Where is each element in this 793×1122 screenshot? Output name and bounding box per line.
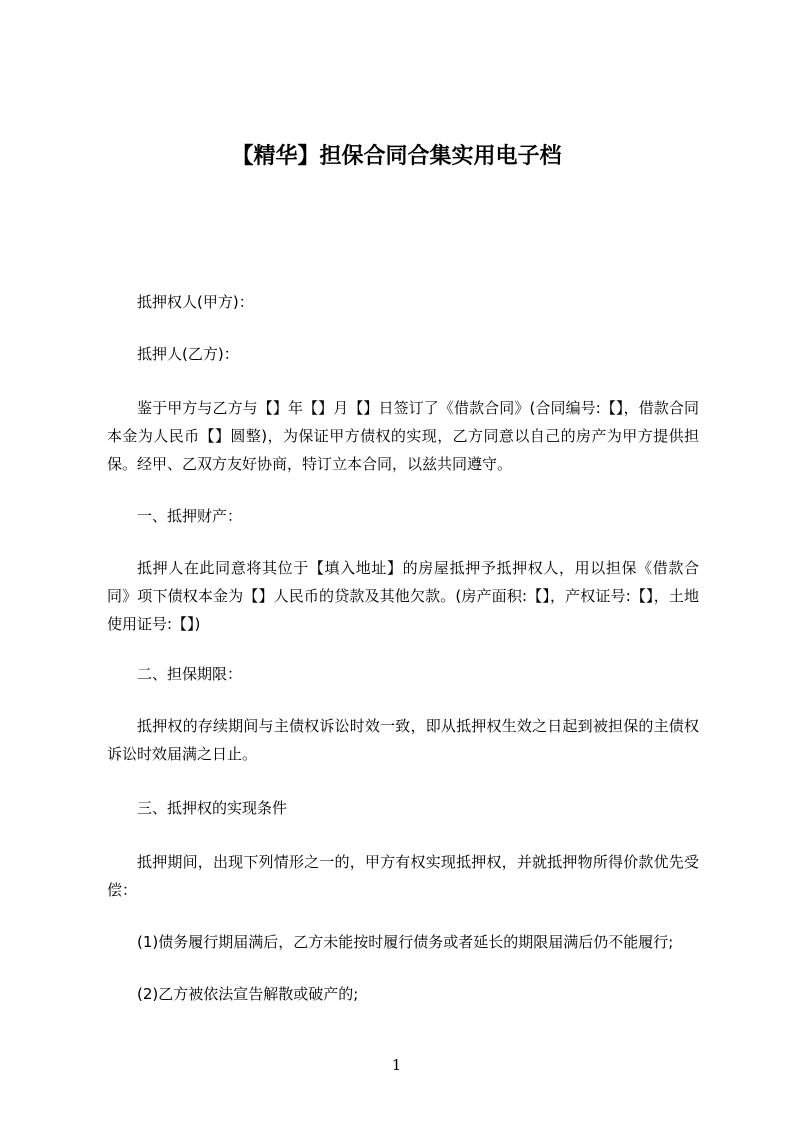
paragraph-mortgagor: 抵押人(乙方)：: [137, 345, 239, 363]
document-title: 【精华】担保合同合集实用电子档: [231, 144, 562, 169]
list-item-condition-2: (2)乙方被依法宣告解散或破产的;: [137, 985, 359, 1003]
paragraph-preamble: 鉴于甲方与乙方与【】年【】月【】日签订了《借款合同》(合同编号:【】，借款合同本金为人民币【】圆整)，为保证甲方债权的实现，乙方同意以自己的房产为甲方提供担保。经甲、乙双方友好协商，特订立本合同，以兹共同遵守。: [107, 399, 699, 473]
list-item-condition-1: (1)债务履行期届满后，乙方未能按时履行债务或者延长的期限届满后仍不能履行;: [137, 933, 674, 951]
section-heading-term: 二、担保期限：: [137, 665, 243, 683]
paragraph-mortgagee: 抵押权人(甲方)：: [137, 293, 254, 311]
paragraph-property: 抵押人在此同意将其位于【填入地址】的房屋抵押予抵押权人，用以担保《借款合同》项下债权本金为【】人民币的贷款及其他欠款。(房产面积:【】，产权证号:【】，土地使用证号:【】): [107, 559, 699, 633]
paragraph-term: 抵押权的存续期间与主债权诉讼时效一致，即从抵押权生效之日起到被担保的主债权诉讼时效届满之日止。: [107, 717, 699, 763]
section-heading-property: 一、抵押财产：: [137, 507, 243, 525]
section-heading-conditions: 三、抵押权的实现条件: [137, 799, 288, 817]
page-number: 1: [391, 1056, 402, 1074]
paragraph-conditions: 抵押期间，出现下列情形之一的，甲方有权实现抵押权，并就抵押物所得价款优先受偿：: [107, 853, 699, 899]
